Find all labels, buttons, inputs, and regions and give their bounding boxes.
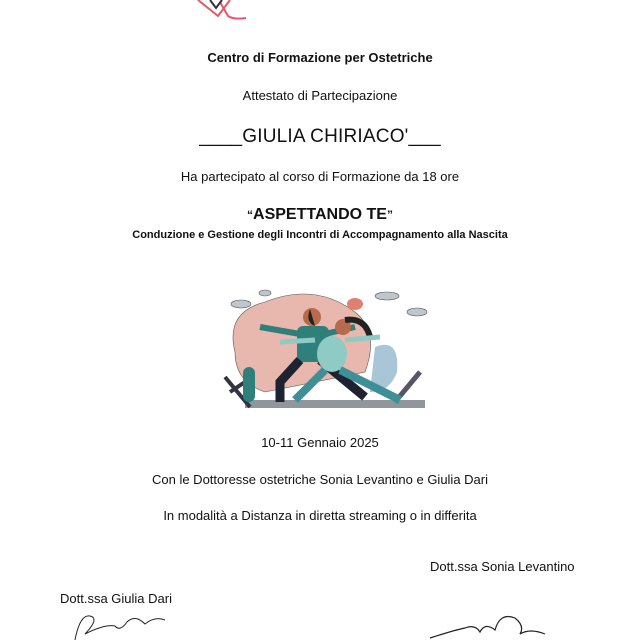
course-teachers: Con le Dottoresse ostetriche Sonia Levantino e Giulia Dari [151, 472, 488, 487]
signatory-giulia-dari: Dott.ssa Giulia Dari [60, 591, 172, 606]
logo-icon [190, 0, 270, 24]
course-intro: Ha partecipato al corso di Formazione da 18 ore [180, 169, 460, 184]
signature-giulia-dari [65, 604, 175, 644]
course-description: Conduzione e Gestione degli Incontri di Accompagnamento alla Nascita [132, 229, 508, 241]
certificate-type: Attestato di Partecipazione [242, 88, 398, 103]
course-date: 10-11 Gennaio 2025 [261, 435, 379, 450]
center-title: Centro di Formazione per Ostetriche [207, 50, 433, 65]
course-title: ASPETTANDO TE [253, 206, 387, 223]
open-quote: “ [247, 208, 254, 222]
yoga-couple-illustration [205, 282, 445, 412]
course-name [0, 206, 640, 224]
close-quote: ” [386, 208, 393, 222]
signatory-sonia-levantino: Dott.ssa Sonia Levantino [430, 559, 575, 574]
participant-name: ____GIULIA CHIRIACO'___ [199, 126, 441, 147]
signature-sonia-levantino [425, 604, 555, 640]
course-mode: In modalità a Distanza in diretta streaming o in differita [163, 508, 477, 523]
